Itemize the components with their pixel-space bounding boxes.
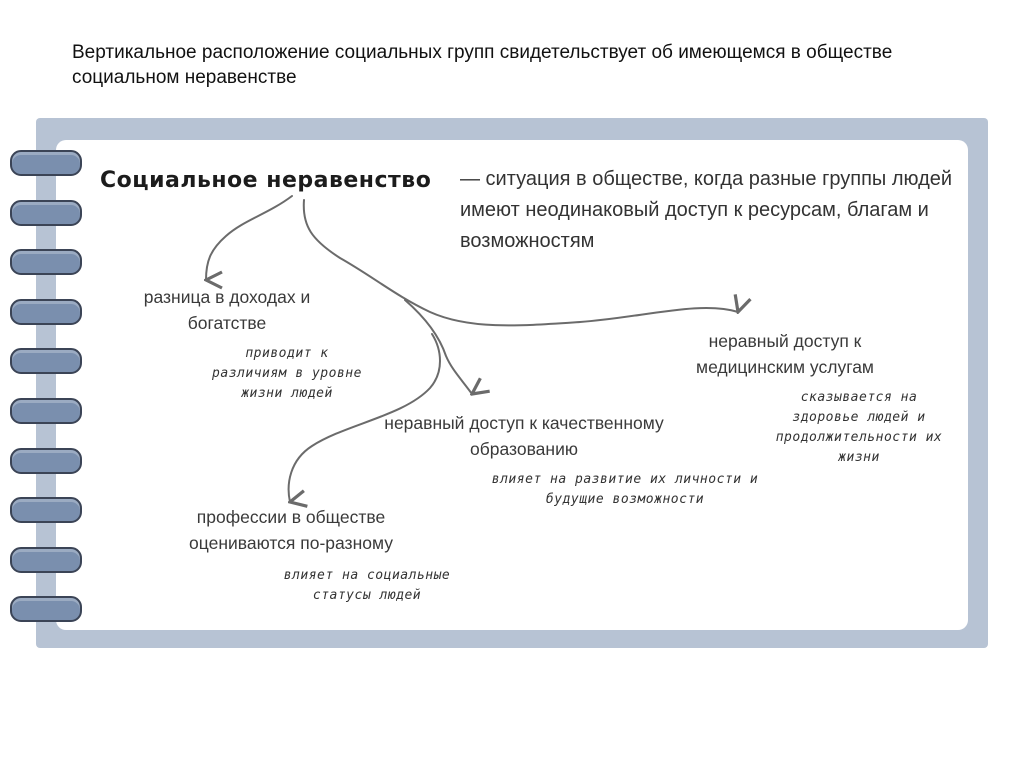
page-heading: Вертикальное расположение социальных групп свидетельствует об имеющемся в обществе социальном неравенстве (72, 42, 893, 88)
note-education: влияет на развитие их личности и будущие возможности (491, 472, 759, 507)
branch-income: разница в доходах и богатстве (143, 287, 311, 333)
term-definition: — ситуация в обществе, когда разные группы людей имеют неодинаковый доступ к ресурсам, благам и возможностям (460, 168, 953, 252)
branch-education: неравный доступ к качественному образованию (384, 413, 664, 459)
branch-professions: профессии в обществе оцениваются по-разному (189, 507, 393, 553)
note-medicine: сказывается на здоровье людей и продолжительности их жизни (775, 390, 943, 465)
note-income: приводит к различиям в уровне жизни людей (212, 346, 362, 401)
arrow-to-income (206, 196, 292, 280)
note-professions: влияет на социальные статусы людей (283, 568, 451, 603)
term-title: Социальное неравенство (100, 168, 432, 193)
branch-medicine: неравный доступ к медицинским услугам (696, 331, 874, 377)
